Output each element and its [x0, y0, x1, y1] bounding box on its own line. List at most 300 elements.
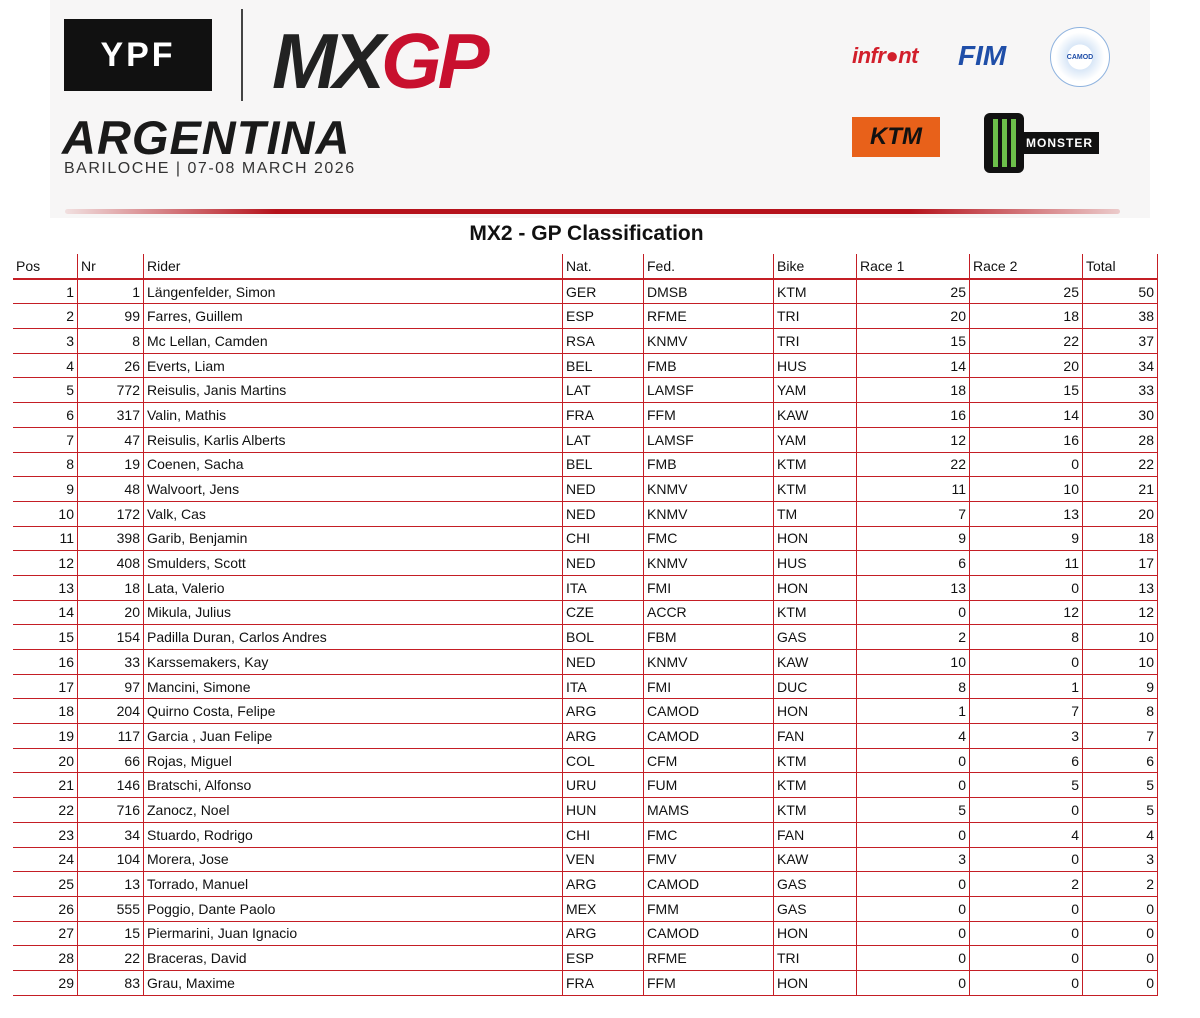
cell-rider: Garib, Benjamin	[144, 527, 563, 552]
cell-race2: 0	[970, 848, 1083, 873]
cell-bike: GAS	[774, 625, 857, 650]
cell-pos: 9	[13, 477, 78, 502]
cell-rider: Quirno Costa, Felipe	[144, 699, 563, 724]
cell-race1: 3	[857, 848, 970, 873]
table-row	[13, 650, 1158, 675]
cell-nr: 1	[78, 280, 144, 305]
cell-nr: 83	[78, 971, 144, 996]
table-row	[13, 477, 1158, 502]
table-row	[13, 798, 1158, 823]
cell-total: 0	[1083, 946, 1158, 971]
cell-fed: FMM	[644, 897, 774, 922]
cell-total: 33	[1083, 378, 1158, 403]
cell-rider: Garcia , Juan Felipe	[144, 724, 563, 749]
cell-pos: 17	[13, 675, 78, 700]
cell-rider: Everts, Liam	[144, 354, 563, 379]
cell-race1: 13	[857, 576, 970, 601]
cell-nr: 13	[78, 872, 144, 897]
cell-nr: 33	[78, 650, 144, 675]
cell-fed: LAMSF	[644, 378, 774, 403]
cell-nr: 20	[78, 601, 144, 626]
cell-nat: CHI	[563, 823, 644, 848]
fim-logo: FIM	[958, 40, 1007, 71]
cell-pos: 10	[13, 502, 78, 527]
cell-fed: FUM	[644, 773, 774, 798]
cell-race1: 20	[857, 304, 970, 329]
cell-nat: NED	[563, 650, 644, 675]
cell-total: 50	[1083, 280, 1158, 305]
cell-fed: KNMV	[644, 650, 774, 675]
cell-bike: DUC	[774, 675, 857, 700]
table-row	[13, 625, 1158, 650]
cell-fed: KNMV	[644, 551, 774, 576]
cell-race2: 25	[970, 280, 1083, 305]
table-row	[13, 699, 1158, 724]
cell-fed: KNMV	[644, 502, 774, 527]
table-row	[13, 403, 1158, 428]
cell-race2: 4	[970, 823, 1083, 848]
cell-race1: 0	[857, 971, 970, 996]
cell-nr: 172	[78, 502, 144, 527]
cell-pos: 29	[13, 971, 78, 996]
mxgp-logo-mx: MX	[272, 17, 381, 105]
cell-rider: Reisulis, Karlis Alberts	[144, 428, 563, 453]
cell-race2: 22	[970, 329, 1083, 354]
cell-total: 0	[1083, 971, 1158, 996]
cell-nr: 117	[78, 724, 144, 749]
cell-race1: 14	[857, 354, 970, 379]
cell-bike: FAN	[774, 823, 857, 848]
cell-race2: 0	[970, 946, 1083, 971]
cell-fed: MAMS	[644, 798, 774, 823]
cell-pos: 20	[13, 749, 78, 774]
cell-nr: 18	[78, 576, 144, 601]
cell-race2: 12	[970, 601, 1083, 626]
cell-nat: NED	[563, 502, 644, 527]
cell-race1: 7	[857, 502, 970, 527]
cell-race1: 16	[857, 403, 970, 428]
cell-race2: 0	[970, 798, 1083, 823]
cell-total: 20	[1083, 502, 1158, 527]
cell-rider: Bratschi, Alfonso	[144, 773, 563, 798]
cell-bike: KAW	[774, 848, 857, 873]
event-country: ARGENTINA	[62, 111, 351, 164]
cell-bike: TRI	[774, 304, 857, 329]
cell-race2: 0	[970, 576, 1083, 601]
cell-nr: 48	[78, 477, 144, 502]
cell-total: 2	[1083, 872, 1158, 897]
cell-race1: 0	[857, 897, 970, 922]
table-row	[13, 329, 1158, 354]
cell-total: 13	[1083, 576, 1158, 601]
table-row	[13, 601, 1158, 626]
cell-bike: KTM	[774, 280, 857, 305]
col-header-race2: Race 2	[970, 254, 1083, 280]
cell-bike: GAS	[774, 872, 857, 897]
cell-race2: 3	[970, 724, 1083, 749]
cell-race1: 5	[857, 798, 970, 823]
cell-nat: NED	[563, 477, 644, 502]
cell-pos: 26	[13, 897, 78, 922]
col-header-rider: Rider	[144, 254, 563, 280]
cell-bike: HON	[774, 576, 857, 601]
cell-total: 37	[1083, 329, 1158, 354]
cell-race2: 0	[970, 922, 1083, 947]
cell-race1: 6	[857, 551, 970, 576]
cell-bike: TM	[774, 502, 857, 527]
cell-nat: LAT	[563, 378, 644, 403]
cell-bike: HON	[774, 527, 857, 552]
cell-bike: KAW	[774, 403, 857, 428]
cell-pos: 15	[13, 625, 78, 650]
cell-nr: 398	[78, 527, 144, 552]
cell-fed: CAMOD	[644, 922, 774, 947]
table-row	[13, 897, 1158, 922]
cell-pos: 1	[13, 280, 78, 305]
cell-nat: ARG	[563, 872, 644, 897]
cell-race2: 0	[970, 650, 1083, 675]
cell-rider: Mancini, Simone	[144, 675, 563, 700]
col-header-race1: Race 1	[857, 254, 970, 280]
cell-race1: 0	[857, 922, 970, 947]
cell-bike: KTM	[774, 798, 857, 823]
cell-nr: 408	[78, 551, 144, 576]
cell-total: 10	[1083, 625, 1158, 650]
cell-total: 0	[1083, 922, 1158, 947]
cell-race2: 15	[970, 378, 1083, 403]
cell-total: 4	[1083, 823, 1158, 848]
cell-rider: Längenfelder, Simon	[144, 280, 563, 305]
cell-rider: Walvoort, Jens	[144, 477, 563, 502]
cell-nat: CZE	[563, 601, 644, 626]
cell-race2: 18	[970, 304, 1083, 329]
cell-fed: FFM	[644, 971, 774, 996]
cell-rider: Reisulis, Janis Martins	[144, 378, 563, 403]
cell-race1: 8	[857, 675, 970, 700]
cell-race1: 12	[857, 428, 970, 453]
cell-total: 5	[1083, 773, 1158, 798]
cell-bike: KTM	[774, 601, 857, 626]
cell-pos: 11	[13, 527, 78, 552]
cell-total: 34	[1083, 354, 1158, 379]
col-header-pos: Pos	[13, 254, 78, 280]
cell-rider: Morera, Jose	[144, 848, 563, 873]
cell-rider: Poggio, Dante Paolo	[144, 897, 563, 922]
cell-race1: 1	[857, 699, 970, 724]
monster-energy-logo	[984, 110, 1109, 176]
cell-rider: Mikula, Julius	[144, 601, 563, 626]
col-header-fed: Fed.	[644, 254, 774, 280]
cell-fed: FMI	[644, 675, 774, 700]
cell-race2: 7	[970, 699, 1083, 724]
cell-fed: FMV	[644, 848, 774, 873]
col-header-total: Total	[1083, 254, 1158, 280]
cell-rider: Rojas, Miguel	[144, 749, 563, 774]
cell-race1: 0	[857, 773, 970, 798]
cell-race2: 13	[970, 502, 1083, 527]
cell-nat: FRA	[563, 403, 644, 428]
cell-total: 6	[1083, 749, 1158, 774]
cell-pos: 21	[13, 773, 78, 798]
cell-total: 3	[1083, 848, 1158, 873]
cell-pos: 27	[13, 922, 78, 947]
cell-rider: Valk, Cas	[144, 502, 563, 527]
cell-pos: 2	[13, 304, 78, 329]
col-header-nat: Nat.	[563, 254, 644, 280]
cell-rider: Mc Lellan, Camden	[144, 329, 563, 354]
cell-race2: 8	[970, 625, 1083, 650]
cell-nat: ARG	[563, 724, 644, 749]
cell-total: 18	[1083, 527, 1158, 552]
cell-race1: 0	[857, 823, 970, 848]
cell-nat: RSA	[563, 329, 644, 354]
cell-nr: 19	[78, 453, 144, 478]
cell-total: 38	[1083, 304, 1158, 329]
header-divider	[241, 9, 243, 101]
cell-pos: 28	[13, 946, 78, 971]
ktm-logo: KTM	[852, 117, 940, 157]
cell-race2: 5	[970, 773, 1083, 798]
table-header-row	[13, 254, 1158, 280]
cell-pos: 5	[13, 378, 78, 403]
cell-nat: URU	[563, 773, 644, 798]
cell-nat: BEL	[563, 453, 644, 478]
cell-race1: 10	[857, 650, 970, 675]
table-row	[13, 551, 1158, 576]
cell-race1: 11	[857, 477, 970, 502]
cell-nr: 555	[78, 897, 144, 922]
cell-fed: CFM	[644, 749, 774, 774]
cell-fed: FMI	[644, 576, 774, 601]
table-row	[13, 576, 1158, 601]
cell-bike: KTM	[774, 453, 857, 478]
cell-nr: 104	[78, 848, 144, 873]
cell-bike: HON	[774, 922, 857, 947]
cell-nr: 146	[78, 773, 144, 798]
cell-nat: CHI	[563, 527, 644, 552]
cell-fed: FMC	[644, 527, 774, 552]
table-row	[13, 823, 1158, 848]
cell-nr: 97	[78, 675, 144, 700]
cell-race2: 0	[970, 453, 1083, 478]
cell-fed: RFME	[644, 946, 774, 971]
cell-bike: KTM	[774, 773, 857, 798]
table-row	[13, 502, 1158, 527]
cell-pos: 18	[13, 699, 78, 724]
cell-fed: FMC	[644, 823, 774, 848]
table-row	[13, 749, 1158, 774]
cell-rider: Smulders, Scott	[144, 551, 563, 576]
cell-race1: 15	[857, 329, 970, 354]
cell-total: 17	[1083, 551, 1158, 576]
cell-total: 28	[1083, 428, 1158, 453]
cell-nat: NED	[563, 551, 644, 576]
table-row	[13, 378, 1158, 403]
cell-race1: 9	[857, 527, 970, 552]
cell-rider: Piermarini, Juan Ignacio	[144, 922, 563, 947]
table-row	[13, 428, 1158, 453]
cell-race1: 22	[857, 453, 970, 478]
cell-nat: GER	[563, 280, 644, 305]
cell-race2: 20	[970, 354, 1083, 379]
cell-rider: Lata, Valerio	[144, 576, 563, 601]
table-row	[13, 280, 1158, 305]
cell-fed: KNMV	[644, 477, 774, 502]
cell-rider: Karssemakers, Kay	[144, 650, 563, 675]
cell-bike: HUS	[774, 551, 857, 576]
cell-nr: 204	[78, 699, 144, 724]
cell-race2: 0	[970, 971, 1083, 996]
table-row	[13, 527, 1158, 552]
cell-nr: 716	[78, 798, 144, 823]
event-location-date: BARILOCHE | 07-08 MARCH 2026	[64, 160, 356, 177]
cell-total: 5	[1083, 798, 1158, 823]
cell-pos: 22	[13, 798, 78, 823]
cell-race2: 11	[970, 551, 1083, 576]
cell-fed: CAMOD	[644, 699, 774, 724]
cell-nat: LAT	[563, 428, 644, 453]
cell-total: 8	[1083, 699, 1158, 724]
cell-pos: 14	[13, 601, 78, 626]
cell-fed: CAMOD	[644, 724, 774, 749]
cell-bike: YAM	[774, 428, 857, 453]
table-row	[13, 946, 1158, 971]
cell-bike: GAS	[774, 897, 857, 922]
cell-bike: KTM	[774, 477, 857, 502]
infront-logo: infr●nt	[852, 43, 918, 68]
cell-pos: 19	[13, 724, 78, 749]
cell-pos: 7	[13, 428, 78, 453]
cell-nat: MEX	[563, 897, 644, 922]
cell-race2: 9	[970, 527, 1083, 552]
cell-bike: HON	[774, 699, 857, 724]
cell-nr: 317	[78, 403, 144, 428]
cell-race2: 2	[970, 872, 1083, 897]
cell-fed: LAMSF	[644, 428, 774, 453]
cell-fed: FFM	[644, 403, 774, 428]
mxgp-logo	[272, 17, 486, 105]
cell-race1: 0	[857, 601, 970, 626]
cell-fed: RFME	[644, 304, 774, 329]
cell-nr: 26	[78, 354, 144, 379]
cell-total: 12	[1083, 601, 1158, 626]
cell-nat: HUN	[563, 798, 644, 823]
cell-total: 7	[1083, 724, 1158, 749]
cell-race2: 1	[970, 675, 1083, 700]
cell-nr: 772	[78, 378, 144, 403]
table-row	[13, 724, 1158, 749]
cell-nat: ESP	[563, 304, 644, 329]
cell-bike: KTM	[774, 749, 857, 774]
cell-total: 22	[1083, 453, 1158, 478]
cell-nr: 8	[78, 329, 144, 354]
cell-nat: BEL	[563, 354, 644, 379]
cell-race1: 25	[857, 280, 970, 305]
cell-total: 10	[1083, 650, 1158, 675]
cell-nat: ARG	[563, 922, 644, 947]
header-banner	[50, 0, 1150, 218]
cell-nat: FRA	[563, 971, 644, 996]
table-row	[13, 354, 1158, 379]
cell-nr: 66	[78, 749, 144, 774]
col-header-nr: Nr	[78, 254, 144, 280]
cell-pos: 13	[13, 576, 78, 601]
cell-fed: DMSB	[644, 280, 774, 305]
cell-race2: 0	[970, 897, 1083, 922]
cell-bike: TRI	[774, 946, 857, 971]
cell-pos: 24	[13, 848, 78, 873]
cell-total: 0	[1083, 897, 1158, 922]
cell-pos: 4	[13, 354, 78, 379]
table-row	[13, 453, 1158, 478]
cell-fed: FBM	[644, 625, 774, 650]
cell-race1: 0	[857, 946, 970, 971]
cell-fed: KNMV	[644, 329, 774, 354]
cell-race1: 0	[857, 872, 970, 897]
cell-nat: ITA	[563, 675, 644, 700]
cell-fed: FMB	[644, 354, 774, 379]
table-row	[13, 872, 1158, 897]
cell-bike: KAW	[774, 650, 857, 675]
cell-fed: CAMOD	[644, 872, 774, 897]
cell-rider: Zanocz, Noel	[144, 798, 563, 823]
cell-race1: 18	[857, 378, 970, 403]
cell-pos: 23	[13, 823, 78, 848]
cell-nr: 22	[78, 946, 144, 971]
cell-bike: TRI	[774, 329, 857, 354]
cell-race2: 6	[970, 749, 1083, 774]
cell-race1: 2	[857, 625, 970, 650]
cell-rider: Farres, Guillem	[144, 304, 563, 329]
cell-race1: 4	[857, 724, 970, 749]
cell-bike: HUS	[774, 354, 857, 379]
page-title: MX2 - GP Classification	[469, 222, 704, 245]
cell-bike: HON	[774, 971, 857, 996]
cell-rider: Braceras, David	[144, 946, 563, 971]
cell-total: 21	[1083, 477, 1158, 502]
cell-nat: ESP	[563, 946, 644, 971]
cell-rider: Grau, Maxime	[144, 971, 563, 996]
cell-total: 9	[1083, 675, 1158, 700]
cell-nat: ITA	[563, 576, 644, 601]
cell-pos: 12	[13, 551, 78, 576]
cell-rider: Coenen, Sacha	[144, 453, 563, 478]
cell-race1: 0	[857, 749, 970, 774]
cell-rider: Padilla Duran, Carlos Andres	[144, 625, 563, 650]
cell-bike: YAM	[774, 378, 857, 403]
table-row	[13, 675, 1158, 700]
table-row	[13, 848, 1158, 873]
monster-claw-icon	[984, 113, 1024, 173]
cell-nr: 34	[78, 823, 144, 848]
cell-pos: 25	[13, 872, 78, 897]
camod-logo-text: CAMOD	[1066, 53, 1094, 61]
cell-pos: 8	[13, 453, 78, 478]
classification-table	[13, 254, 1158, 996]
cell-rider: Valin, Mathis	[144, 403, 563, 428]
cell-race2: 10	[970, 477, 1083, 502]
table-row	[13, 773, 1158, 798]
cell-nat: ARG	[563, 699, 644, 724]
cell-total: 30	[1083, 403, 1158, 428]
cell-race2: 16	[970, 428, 1083, 453]
cell-nat: BOL	[563, 625, 644, 650]
cell-rider: Stuardo, Rodrigo	[144, 823, 563, 848]
cell-nat: COL	[563, 749, 644, 774]
cell-rider: Torrado, Manuel	[144, 872, 563, 897]
table-body	[13, 280, 1158, 996]
cell-nr: 154	[78, 625, 144, 650]
